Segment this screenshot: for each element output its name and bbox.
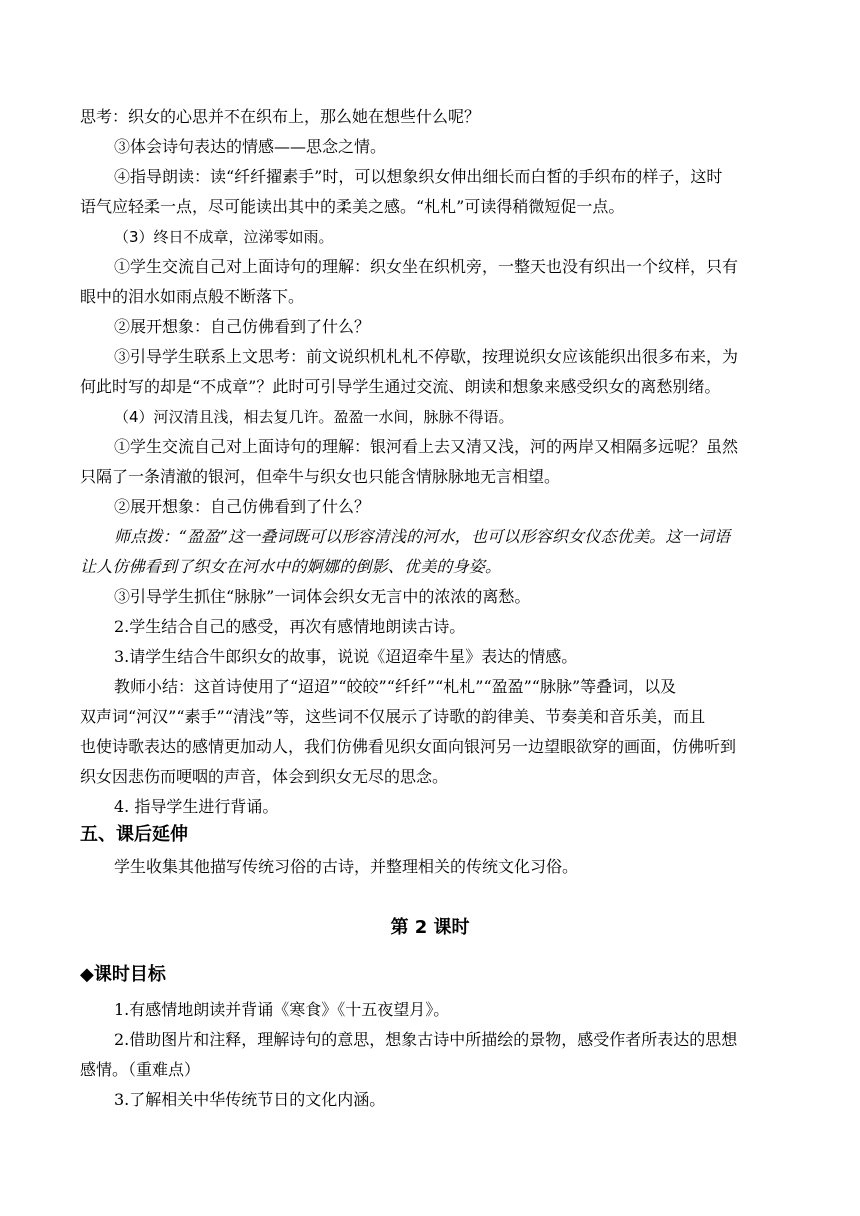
text-line: 3.请学生结合牛郎织女的故事，说说《迢迢牵牛星》表达的情感。 xyxy=(114,647,578,666)
goal-line: 感情。（重难点） xyxy=(80,1060,201,1079)
text-line: 也使诗歌表达的感情更加动人，我们仿佛看见织女面向银河另一边望眼欲穿的画面，仿佛听到 xyxy=(80,737,737,756)
text-line: ③引导学生抓住“脉脉”一词体会织女无言中的浓浓的离愁。 xyxy=(114,587,531,606)
goal-line: 2.借助图片和注释，理解诗句的意思，想象古诗中所描绘的景物，感受作者所表达的思想 xyxy=(114,1030,738,1049)
poem-line: （4）河汉清且浅，相去复几许。盈盈一水间，脉脉不得语。 xyxy=(114,408,514,426)
goal-line: 1.有感情地朗读并背诵《寒食》《十五夜望月》。 xyxy=(114,1000,450,1019)
text-line: ④指导朗读：读“纤纤擢素手”时，可以想象织女伸出细长而白皙的手织布的样子，这时 xyxy=(114,167,723,186)
section-body: 学生收集其他描写传统习俗的古诗，并整理相关的传统文化习俗。 xyxy=(114,857,579,876)
goal-line: 3.了解相关中华传统节日的文化内涵。 xyxy=(114,1090,386,1109)
text-line: ③引导学生联系上文思考：前文说织机札札不停歇，按理说织女应该能织出很多布来，为 xyxy=(114,347,739,366)
teacher-comment-line: 让人仿佛看到了织女在河水中的婀娜的倒影、优美的身姿。 xyxy=(80,557,502,576)
text-line: ①学生交流自己对上面诗句的理解：织女坐在织机旁，一整天也没有织出一个纹样，只有 xyxy=(114,257,739,276)
text-line: 教师小结：这首诗使用了“迢迢”“皎皎”“纤纤”“札札”“盈盈”“脉脉”等叠词，以及 xyxy=(114,677,677,696)
text-line: 语气应轻柔一点，尽可能读出其中的柔美之感。“札札”可读得稍微短促一点。 xyxy=(80,197,625,216)
text-line: ②展开想象：自己仿佛看到了什么？ xyxy=(114,317,371,336)
text-line: 4. 指导学生进行背诵。 xyxy=(114,797,279,816)
text-line: 何此时写的却是“不成章”？此时可引导学生通过交流、朗读和想象来感受织女的离愁别绪。 xyxy=(80,377,721,396)
text-line: 织女因悲伤而哽咽的声音，体会到织女无尽的思念。 xyxy=(80,767,449,786)
text-line: 2.学生结合自己的感受，再次有感情地朗读古诗。 xyxy=(114,617,466,636)
section-heading: 五、课后延伸 xyxy=(80,824,188,845)
poem-line: （3）终日不成章，泣涕零如雨。 xyxy=(114,228,334,246)
text-line: ③体会诗句表达的情感——思念之情。 xyxy=(114,137,387,156)
text-line: ①学生交流自己对上面诗句的理解：银河看上去又清又浅，河的两岸又相隔多远呢？虽然 xyxy=(114,437,739,456)
text-line: 眼中的泪水如雨点般不断落下。 xyxy=(80,287,305,306)
text-line: 只隔了一条清澈的银河，但牵牛与织女也只能含情脉脉地无言相望。 xyxy=(80,467,561,486)
text-line: 思考：织女的心思并不在织布上，那么她在想些什么呢？ xyxy=(80,107,481,126)
text-line: ②展开想象：自己仿佛看到了什么？ xyxy=(114,497,371,516)
goals-heading: ◆课时目标 xyxy=(80,964,166,985)
lesson-title: 第 2 课时 xyxy=(390,917,470,938)
text-line: 双声词“河汉”“素手”“清浅”等，这些词不仅展示了诗歌的韵律美、节奏美和音乐美，而且 xyxy=(80,707,706,726)
teacher-comment-line: 师点拨：“盈盈”这一叠词既可以形容清浅的河水，也可以形容织女仪态优美。这一词语 xyxy=(114,527,731,546)
